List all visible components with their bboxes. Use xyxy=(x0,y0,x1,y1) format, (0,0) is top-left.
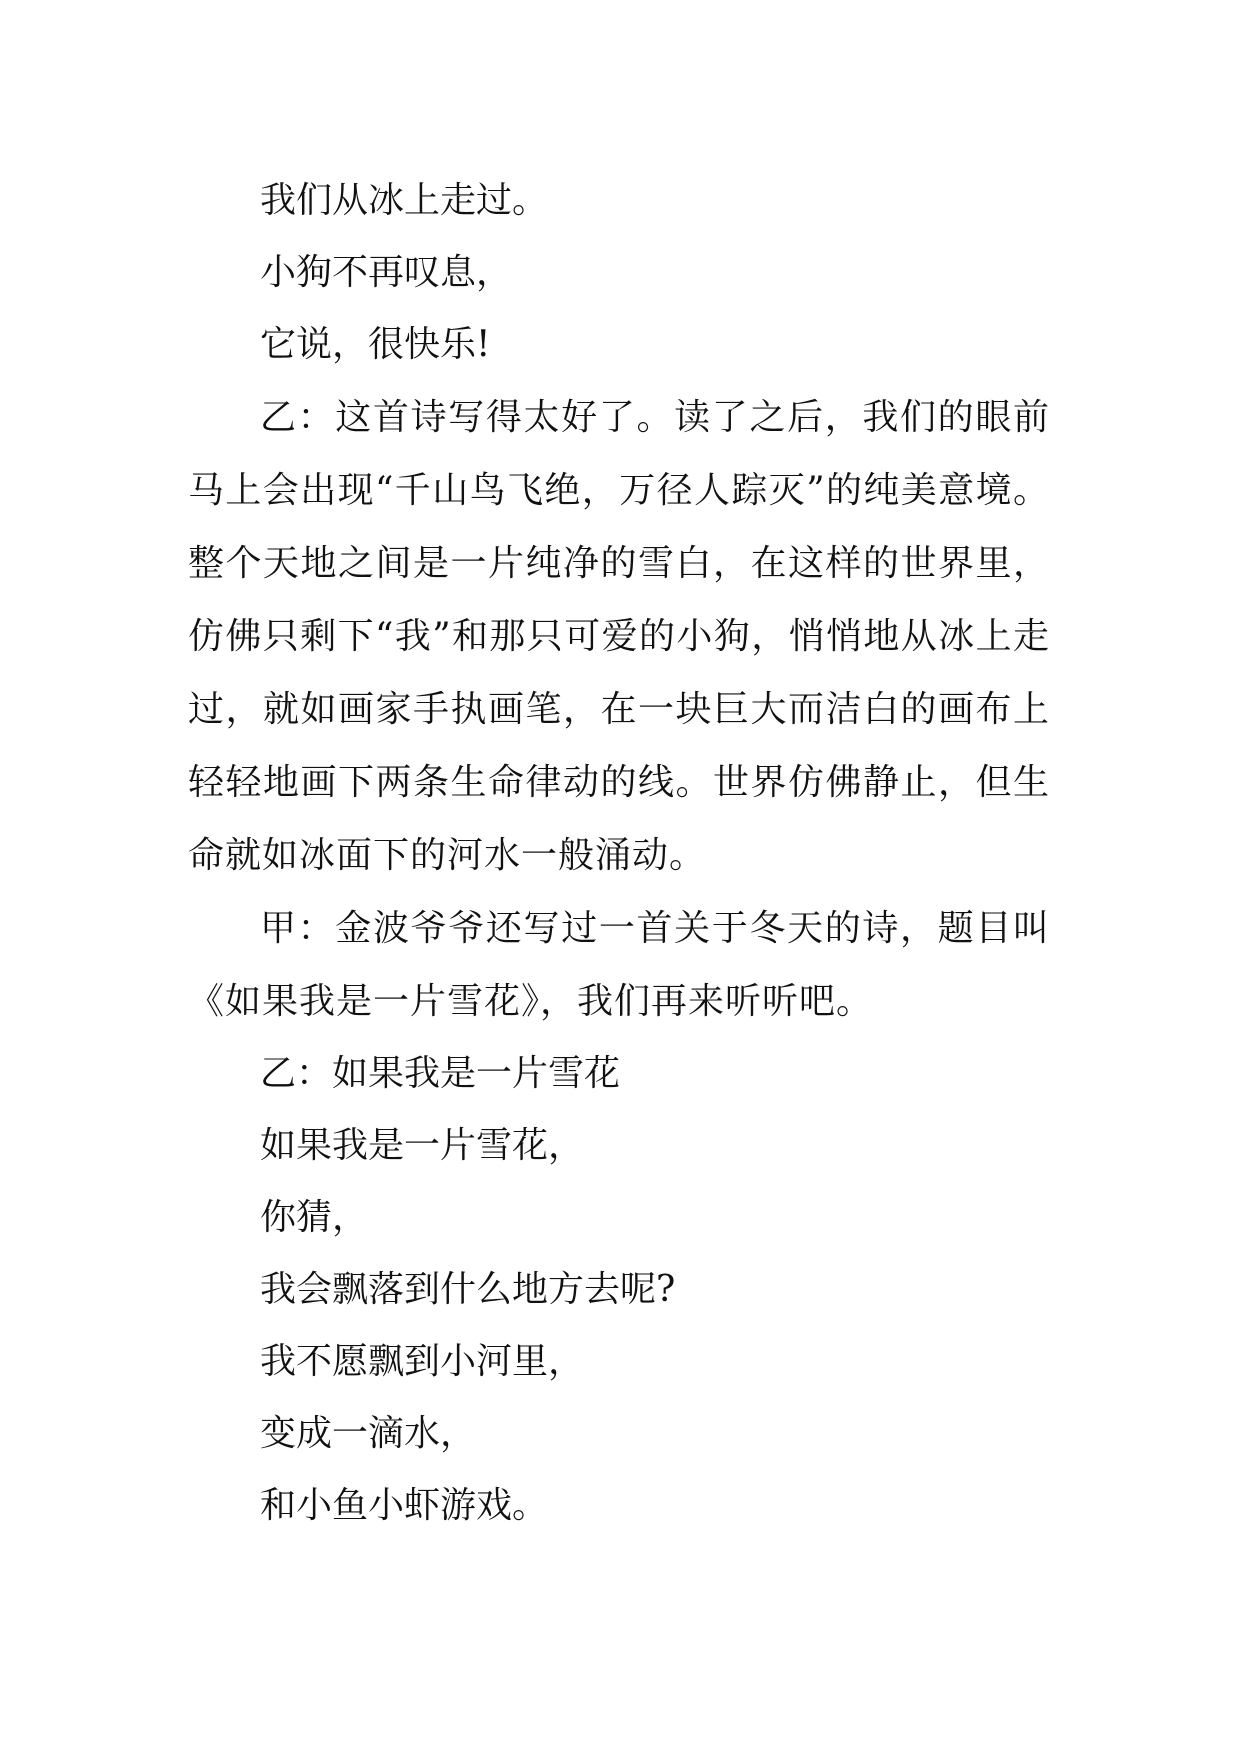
dialogue-paragraph: 甲：金波爷爷还写过一首关于冬天的诗，题目叫《如果我是一片雪花》，我们再来听听吧。 xyxy=(188,908,1050,1022)
poem-line: 它说，很快乐! xyxy=(260,324,491,365)
poem-line: 和小鱼小虾游戏。 xyxy=(260,1485,549,1526)
poem-title-line: 乙：如果我是一片雪花 xyxy=(260,1053,621,1094)
poem-line: 我不愿飘到小河里， xyxy=(260,1341,585,1382)
poem-line: 如果我是一片雪花， xyxy=(260,1125,585,1166)
document-body xyxy=(188,165,1050,1542)
poem-line: 我会飘落到什么地方去呢? xyxy=(260,1269,676,1310)
poem-line: 我们从冰上走过。 xyxy=(260,180,549,221)
dialogue-paragraph: 乙：这首诗写得太好了。读了之后，我们的眼前马上会出现“千山鸟飞绝，万径人踪灭”的纯美意境。整个天地之间是一片纯净的雪白，在这样的世界里，仿佛只剩下“我”和那只可爱的小狗，悄悄地从冰上走过，就如画家手执画笔，在一块巨大而洁白的画布上轻轻地画下两条生命律动的线。世界仿佛静止，但生命就如冰面下的河水一般涌动。 xyxy=(188,397,1050,876)
poem-line: 你猜， xyxy=(260,1197,369,1238)
poem-line: 变成一滴水， xyxy=(260,1413,477,1454)
poem-line: 小狗不再叹息， xyxy=(260,252,513,293)
